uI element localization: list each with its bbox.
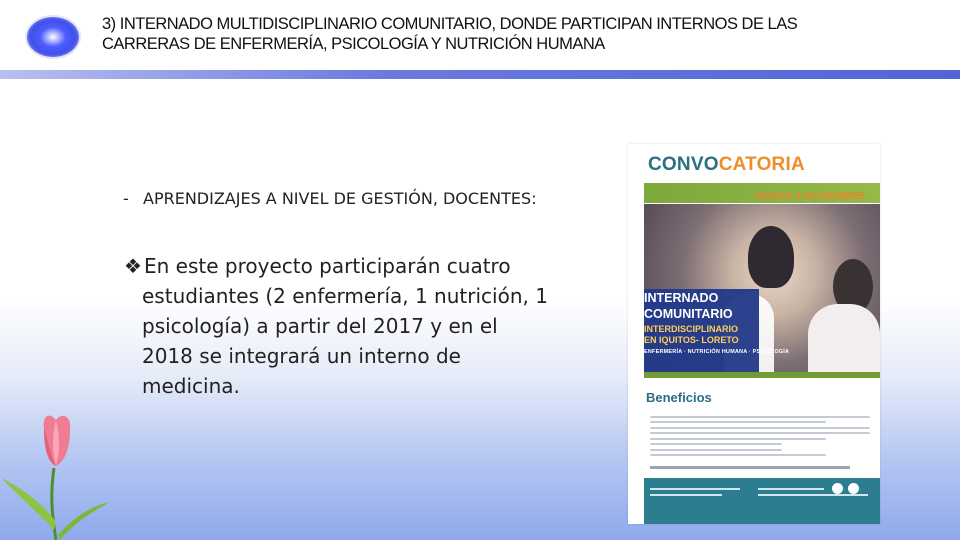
poster-photo-figure [808,304,880,376]
slide-title: 3) INTERNADO MULTIDISCIPLINARIO COMUNITARIO, DONDE PARTICIPAN INTERNOS DE LAS CARRERAS DE ENFERMERÍA, PSICOLOGÍA Y NUTRICIÓN HUMANA [102,15,798,53]
poster-block-line3: INTERDISCIPLINARIO [644,324,739,334]
poster-block-line1: INTERNADO [644,291,719,305]
text-line [650,454,826,456]
text-line [758,494,868,496]
poster-circle-icon [848,483,859,494]
text-line [758,488,824,490]
poster-green-strip [644,372,880,378]
dash-marker: - [123,189,129,208]
text-line [650,438,826,440]
text-line [650,421,826,423]
text-line [650,494,722,496]
poster-date: MARZO A NOVIEMBRE [756,191,866,202]
poster-note-line [650,466,850,469]
poster-block-line4: EN IQUITOS- LORETO [644,335,739,345]
bullet-proyecto-text: En este proyecto participarán cuatro estudiantes (2 enfermería, 1 nutrición, 1 psicología) a partir del 2017 y en el 2018 se integrará un interno de medicina. [142,254,548,398]
poster-title-part1: CONVO [648,154,719,175]
text-line [650,449,782,451]
poster-circle-icon [832,483,843,494]
poster-footer-left-text [650,484,740,500]
poster-photo-figure [748,226,794,288]
bullet-gestion [123,188,543,210]
bullet-proyecto [124,251,554,401]
tulip-icon [0,410,120,540]
convocatoria-poster [628,144,880,524]
poster-title [648,154,805,176]
text-line [650,427,870,429]
text-line [650,416,870,418]
title-underline-bar [0,70,960,79]
poster-tags: ENFERMERÍA · NUTRICIÓN HUMANA · PSICOLOGÍA [644,349,790,355]
bullet-gestion-text: APRENDIZAJES A NIVEL DE GESTIÓN, DOCENTES: [143,189,537,208]
slide-logo-orb [27,17,79,57]
poster-benefits-text [650,412,870,460]
diamond-bullet-icon: ❖ [124,254,142,278]
text-line [650,488,740,490]
poster-benefits-heading: Beneficios [646,390,712,405]
text-line [650,432,870,434]
poster-title-part2: CATORIA [718,154,805,175]
poster-block-line2: COMUNITARIO [644,307,733,321]
text-line [650,443,782,445]
